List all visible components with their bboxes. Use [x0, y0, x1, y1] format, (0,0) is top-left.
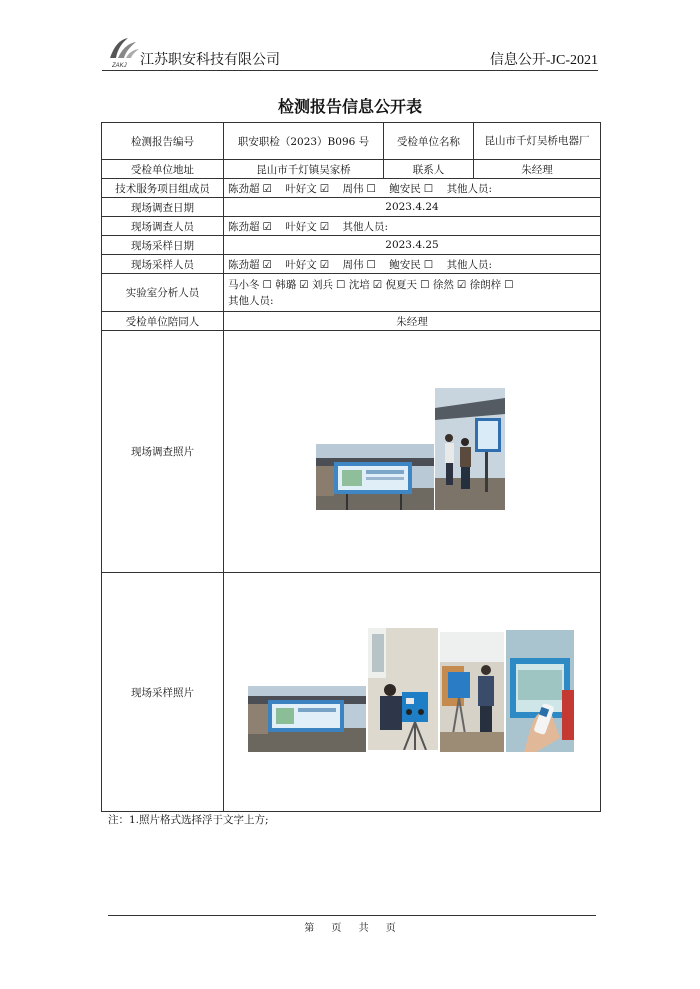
- survey-date-value: 2023.4.24: [224, 198, 601, 217]
- survey-date-label: 现场调查日期: [102, 198, 224, 217]
- member-item: 鲍安民 ☐: [389, 182, 434, 195]
- sampling-photo-label: 现场采样照片: [102, 573, 224, 812]
- footnote: 注：1.照片格式选择浮于文字上方;: [108, 814, 269, 826]
- checkbox-empty-icon: ☐: [504, 278, 514, 291]
- row-survey-date: [102, 198, 601, 217]
- row-team: [102, 179, 601, 198]
- member-item: 马小冬 ☐: [228, 278, 272, 291]
- team-label: 技术服务项目组成员: [102, 179, 224, 198]
- checkbox-empty-icon: ☐: [420, 278, 430, 291]
- checkbox-checked-icon: ☑: [319, 220, 330, 233]
- checkbox-checked-icon: ☑: [456, 278, 467, 291]
- page-footer: 第 页 共 页: [304, 923, 396, 934]
- company-name: 江苏职安科技有限公司: [140, 53, 280, 68]
- member-item: 徐朗梓 ☐: [469, 278, 514, 291]
- member-item: 周伟 ☐: [342, 258, 376, 271]
- row-unit-address: [102, 160, 601, 179]
- footer-divider: [108, 915, 596, 916]
- survey-people-label: 现场调查人员: [102, 217, 224, 236]
- member-item: 倪夏天 ☐: [385, 278, 430, 291]
- checkbox-empty-icon: ☐: [423, 182, 434, 195]
- other-members-label: 其他人员:: [342, 220, 389, 233]
- row-escort: [102, 312, 601, 331]
- other-members-label: 其他人员:: [446, 258, 493, 271]
- row-lab-analysts: [102, 274, 601, 312]
- row-sampling-date: [102, 236, 601, 255]
- row-report-no: [102, 123, 601, 160]
- other-members-label: 其他人员:: [446, 182, 493, 195]
- checkbox-empty-icon: ☐: [366, 258, 376, 271]
- checkbox-checked-icon: ☑: [299, 278, 309, 291]
- unit-name-label: 受检单位名称: [384, 123, 474, 160]
- report-no-value: 职安职检（2023）B096 号: [224, 123, 384, 160]
- unit-address-value: 昆山市千灯镇吴家桥: [224, 160, 384, 179]
- sampling-photo-operator: [368, 628, 438, 750]
- sampling-date-label: 现场采样日期: [102, 236, 224, 255]
- unit-name-value: 昆山市千灯吴桥电器厂: [474, 123, 601, 160]
- checkbox-checked-icon: ☑: [262, 258, 272, 271]
- escort-label: 受检单位陪同人: [102, 312, 224, 331]
- sampling-people-label: 现场采样人员: [102, 255, 224, 274]
- member-item: 陈劲超 ☑: [228, 258, 272, 271]
- sampling-date-value: 2023.4.25: [224, 236, 601, 255]
- unit-address-label: 受检单位地址: [102, 160, 224, 179]
- page-title: 检测报告信息公开表: [277, 97, 422, 116]
- member-item: 沈培 ☑: [348, 278, 383, 291]
- survey-photo-signboard: [316, 444, 434, 510]
- lab-analysts-label: 实验室分析人员: [102, 274, 224, 312]
- survey-photo-inspectors: [435, 388, 505, 510]
- escort-value: 朱经理: [224, 312, 601, 331]
- report-no-label: 检测报告编号: [102, 123, 224, 160]
- document-code: 信息公开-JC-2021: [489, 53, 598, 68]
- sampling-people-members: [224, 255, 601, 274]
- sampling-photo-signboard: [248, 686, 366, 752]
- member-item: 叶好文 ☑: [285, 220, 330, 233]
- checkbox-checked-icon: ☑: [262, 182, 272, 195]
- checkbox-empty-icon: ☐: [366, 182, 376, 195]
- contact-value: 朱经理: [474, 160, 601, 179]
- team-members: [224, 179, 601, 198]
- checkbox-empty-icon: ☐: [423, 258, 434, 271]
- lab-analysts-members: [224, 274, 601, 312]
- checkbox-checked-icon: ☑: [319, 182, 330, 195]
- member-item: 鲍安民 ☐: [389, 258, 434, 271]
- member-item: 叶好文 ☑: [285, 182, 330, 195]
- survey-photo-label: 现场调查照片: [102, 331, 224, 573]
- member-item: 陈劲超 ☑: [228, 182, 272, 195]
- member-item: 陈劲超 ☑: [228, 220, 272, 233]
- row-sampling-people: [102, 255, 601, 274]
- checkbox-empty-icon: ☐: [336, 278, 346, 291]
- checkbox-checked-icon: ☑: [319, 258, 330, 271]
- survey-people-members: [224, 217, 601, 236]
- contact-label: 联系人: [384, 160, 474, 179]
- member-item: 徐然 ☑: [432, 278, 467, 291]
- sampling-photo-meter: [506, 630, 574, 752]
- sampling-photo-inspector: [440, 632, 504, 752]
- svg-text:ZAKJ: ZAKJ: [112, 63, 127, 69]
- checkbox-checked-icon: ☑: [372, 278, 383, 291]
- checkbox-empty-icon: ☐: [262, 278, 272, 291]
- member-item: 刘兵 ☐: [312, 278, 346, 291]
- company-logo: [106, 34, 142, 70]
- row-survey-people: [102, 217, 601, 236]
- other-members-label: 其他人员:: [228, 294, 274, 307]
- page-header: [102, 34, 598, 71]
- member-item: 叶好文 ☑: [285, 258, 330, 271]
- member-item: 韩璐 ☑: [275, 278, 309, 291]
- checkbox-checked-icon: ☑: [262, 220, 272, 233]
- member-item: 周伟 ☐: [342, 182, 376, 195]
